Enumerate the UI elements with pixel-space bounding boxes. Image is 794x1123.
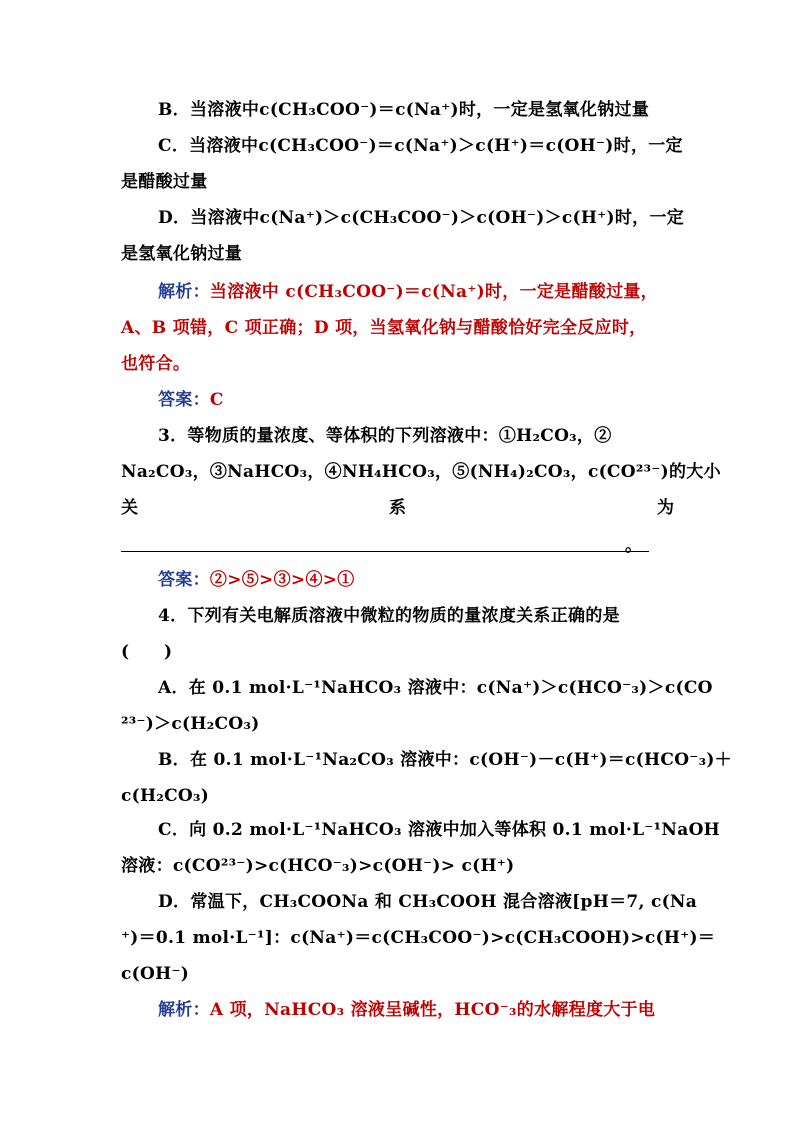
option-c-line: C．当溶液中c(CH₃COO⁻)＝c(Na⁺)＞c(H⁺)＝c(OH⁻)时，一定 [158, 136, 683, 156]
option-d-continuation: 是氢氧化钠过量 [121, 244, 243, 264]
answer-label: 答案： [158, 390, 210, 410]
option-b-line: B．当溶液中c(CH₃COO⁻)＝c(Na⁺)时，一定是氢氧化钠过量 [158, 100, 650, 120]
question-4-line-1: 4．下列有关电解质溶液中微粒的物质的量浓度关系正确的是 [158, 606, 620, 626]
question-3-line-3: 关 系 为 [121, 498, 674, 518]
analysis-label: 解析： [158, 1000, 210, 1020]
q4-option-d-line-3: c(OH⁻) [121, 964, 190, 984]
analysis-line-2: A、B 项错，C 项正确；D 项，当氢氧化钠与醋酸恰好完全反应时， [121, 318, 647, 338]
blank-period: 。 [625, 536, 643, 556]
answer-blank-underline [121, 551, 649, 552]
q4-option-b-line-1: B．在 0.1 mol·L⁻¹Na₂CO₃ 溶液中：c(OH⁻)－c(H⁺)＝c(HCO⁻₃)＋ [158, 750, 732, 770]
q4-option-d-line-1: D．常温下，CH₃COONa 和 CH₃COOH 混合溶液[pH＝7, c(Na [158, 892, 698, 912]
q4-option-a-line-1: A．在 0.1 mol·L⁻¹NaHCO₃ 溶液中：c(Na⁺)＞c(HCO⁻₃)＞c(CO [158, 678, 713, 698]
question-4-bracket: ( ) [121, 642, 173, 662]
q4-option-c-line-1: C．向 0.2 mol·L⁻¹NaHCO₃ 溶液中加入等体积 0.1 mol·L⁻¹NaOH [158, 820, 721, 840]
option-c-continuation: 是醋酸过量 [121, 172, 208, 192]
q4-option-a-line-2: ²³⁻)＞c(H₂CO₃) [121, 714, 260, 734]
q4-option-b-line-2: c(H₂CO₃) [121, 786, 210, 806]
answer-line-q2: 答案：C [158, 390, 224, 410]
question-3-line-2: Na₂CO₃，③NaHCO₃，④NH₄HCO₃，⑤(NH₄)₂CO₃，c(CO²³⁻)的大小 [121, 462, 721, 482]
answer-label: 答案： [158, 570, 210, 590]
q4-option-c-line-2: 溶液：c(CO²³⁻)>c(HCO⁻₃)>c(OH⁻)> c(H⁺) [121, 856, 515, 876]
option-d-line: D．当溶液中c(Na⁺)＞c(CH₃COO⁻)＞c(OH⁻)＞c(H⁺)时，一定 [158, 208, 685, 228]
analysis-line-3: 也符合。 [121, 354, 191, 374]
analysis-label: 解析： [158, 282, 210, 302]
q4-option-d-line-2: ⁺)＝0.1 mol·L⁻¹]：c(Na⁺)＝c(CH₃COO⁻)>c(CH₃COOH)>c(H⁺)＝ [121, 928, 716, 948]
question-3-line-1: 3．等物质的量浓度、等体积的下列溶液中：①H₂CO₃，② [158, 426, 612, 446]
answer-line-q3: 答案：②>⑤>③>④>① [158, 570, 355, 590]
analysis-q4-line-1: 解析：A 项，NaHCO₃ 溶液呈碱性，HCO⁻₃的水解程度大于电 [158, 1000, 656, 1020]
analysis-line-1: 解析：当溶液中 c(CH₃COO⁻)＝c(Na⁺)时，一定是醋酸过量， [158, 282, 658, 302]
